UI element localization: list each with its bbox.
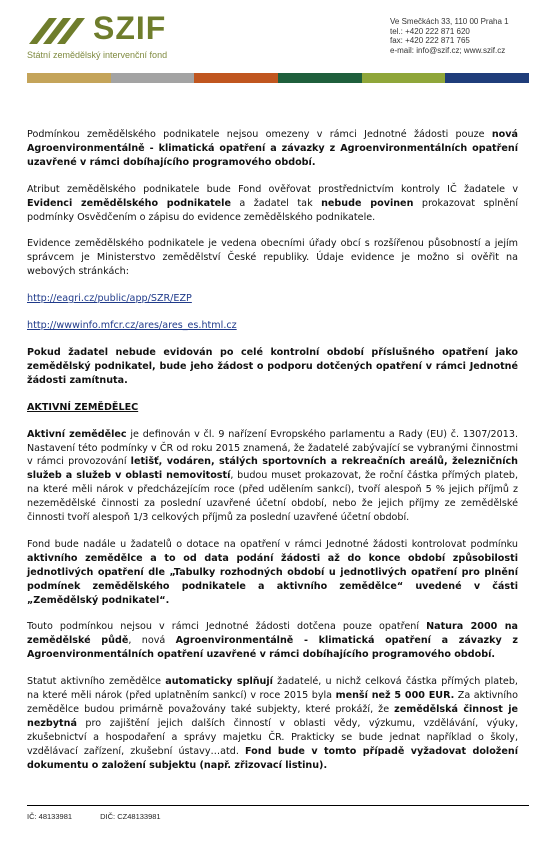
text-run: Za aktivního zemědělce budou primárně považovány také subjekty, které prokáží, že	[27, 690, 518, 715]
text-run: nová Agroenvironmentálně - klimatická opatření a závazky z Agroenvironmentálních opatření uzavřené v rámci dobíhajícího programového období.	[27, 129, 518, 168]
footer-ic: IČ: 48133981	[27, 812, 73, 821]
stripe-6	[445, 73, 529, 83]
text-run: prokazovat splnění podmínky Osvědčením o zápisu do evidence zemědělského podnikatele.	[27, 197, 518, 223]
stripe-4	[278, 73, 362, 83]
paragraph-4	[27, 346, 518, 388]
stripe-2	[111, 73, 195, 83]
text-run: pro zajištění jejich dalších činností v oblasti vědy, výzkumu, vzdělávání, výuky, zkušebnictví a hospodaření a správy majetku ČR. Prakticky se bude jednat například o školy, vzdělávací zařízení, zkušební ústavy…atd.	[27, 717, 518, 757]
stripe-3	[194, 73, 278, 83]
text-run: zemědělská činnost je nezbytná	[27, 704, 518, 729]
paragraph-3	[27, 237, 518, 279]
footer-dic: DIČ: CZ48133981	[100, 812, 161, 821]
text-run: a žadatel tak	[230, 197, 322, 209]
contact-address: Ve Smečkách 33, 110 00 Praha 1	[390, 17, 509, 26]
text-run: Pokud žadatel nebude evidován po celé kontrolní období příslušného opatření jako zemědělský podnikatel, bude jeho žádost o podporu dotčených opatření v rámci Jednotné žádosti zamítnuta.	[27, 346, 518, 386]
text-run: žadatelé, u nichž celková částka přímých plateb, na které měli nárok (před uplatněním sankcí) v roce 2015 byla	[27, 676, 518, 702]
paragraph-7	[27, 620, 518, 662]
text-run: Fond bude v tomto případě vyžadovat doložení dokumentu o založení subjektu (např. zřizovací listinu).	[27, 745, 519, 771]
text-run: nebude povinen	[321, 197, 414, 209]
ares-link[interactable]: http://wwwinfo.mfcr.cz/ares/ares_es.html.cz	[27, 320, 237, 332]
text-run: Podmínkou zemědělského podnikatele nejsou omezeny v rámci Jednotné žádosti pouze	[27, 129, 492, 140]
paragraph-1	[27, 128, 518, 170]
text-run: Touto podmínkou nejsou v rámci Jednotné žádosti dotčena pouze opatření	[27, 621, 427, 633]
document-body	[27, 128, 518, 786]
footer	[27, 812, 161, 821]
text-run: Evidenci zemědělského podnikatele	[27, 197, 231, 209]
contact-block	[390, 17, 509, 55]
contact-email: e-mail: info@szif.cz; www.szif.cz	[390, 45, 506, 55]
stripe-1	[27, 73, 111, 83]
text-run: Agroenvironmentálně - klimatická opatření a závazky z Agroenvironmentálních opatření uzavřené v rámci dobíhajícího programového období.	[27, 635, 518, 661]
text-run: Natura 2000 na zemědělské půdě	[27, 621, 518, 647]
text-run: Statut aktivního zemědělce	[27, 676, 166, 688]
text-run: je definován v čl. 9 nařízení Evropského parlamentu a Rady (EU) č. 1307/2013. Nastavení této podmínky v ČR od roku 2015 znamená, že žadatelé zabývající se vybranými činnostmi v rámci provozování	[27, 428, 518, 468]
letterhead	[0, 0, 556, 70]
szif-logo-icon	[27, 14, 85, 46]
section-heading: AKTIVNÍ ZEMĚDĚLEC	[27, 401, 139, 413]
paragraph-8	[27, 675, 518, 772]
paragraph-5	[27, 428, 518, 525]
logo-word: SZIF	[93, 10, 167, 46]
color-stripe-bar	[27, 73, 529, 83]
szif-logo	[27, 12, 217, 60]
paragraph-6	[27, 538, 518, 608]
text-run: letišť, vodáren, stálých sportovních a rekreačních areálů, železničních služeb a služeb v oblasti nemovitostí	[27, 456, 518, 482]
contact-phone: tel.: +420 222 871 620	[390, 26, 470, 36]
text-run: automaticky splňují	[165, 676, 273, 688]
text-run: Fond bude nadále u žadatelů o dotace na opatření v rámci Jednotné žádosti kontrolovat podmínku	[27, 538, 518, 550]
text-run: Evidence zemědělského podnikatele je vedena obecními úřady obcí s rozšířenou působností a jejím správcem je Ministerstvo zemědělství České republiky. Údaje evidence je možno si ověřit na webových stránkách:	[27, 238, 518, 278]
eagri-link[interactable]: http://eagri.cz/public/app/SZR/EZP	[27, 293, 192, 305]
stripe-5	[362, 73, 446, 83]
text-run: menší než 5 000 EUR.	[335, 690, 455, 702]
logo-subtitle: Státní zemědělský intervenční fond	[27, 50, 168, 60]
text-run: Atribut zemědělského podnikatele bude Fond ověřovat prostřednictvím kontroly IČ žadatele v	[27, 183, 518, 195]
text-run: , budou muset prokazovat, že roční částka přímých plateb, na které měli nárok v předcházejícím roce (před udělením sankcí), tvoří alespoň 5 % jejich příjmů z nezemědělské činnosti za poslední uzavřené účetní období, nebo že jejich příjmy ze zemědělské činnosti tvoří alespoň 1/3 celkových příjmů za poslední uzavřené účetní období.	[27, 470, 518, 524]
link-paragraph-2	[27, 319, 518, 333]
text-run: , nová	[128, 635, 176, 647]
text-run: Aktivní zemědělec	[27, 428, 127, 440]
link-paragraph-1	[27, 292, 518, 306]
footer-divider	[27, 805, 529, 806]
paragraph-2	[27, 183, 518, 225]
text-run: aktivního zemědělce a to od data podání žádosti až do konce období způsobilosti jednotlivých opatření dle „Tabulky rozhodných období u jednotlivých opatření pro plnění podmínek zemědělského podnikatele a aktivního zemědělce“ uvedené v části „Zemědělský podnikatel“.	[27, 552, 518, 606]
contact-fax: fax: +420 222 871 765	[390, 36, 470, 46]
